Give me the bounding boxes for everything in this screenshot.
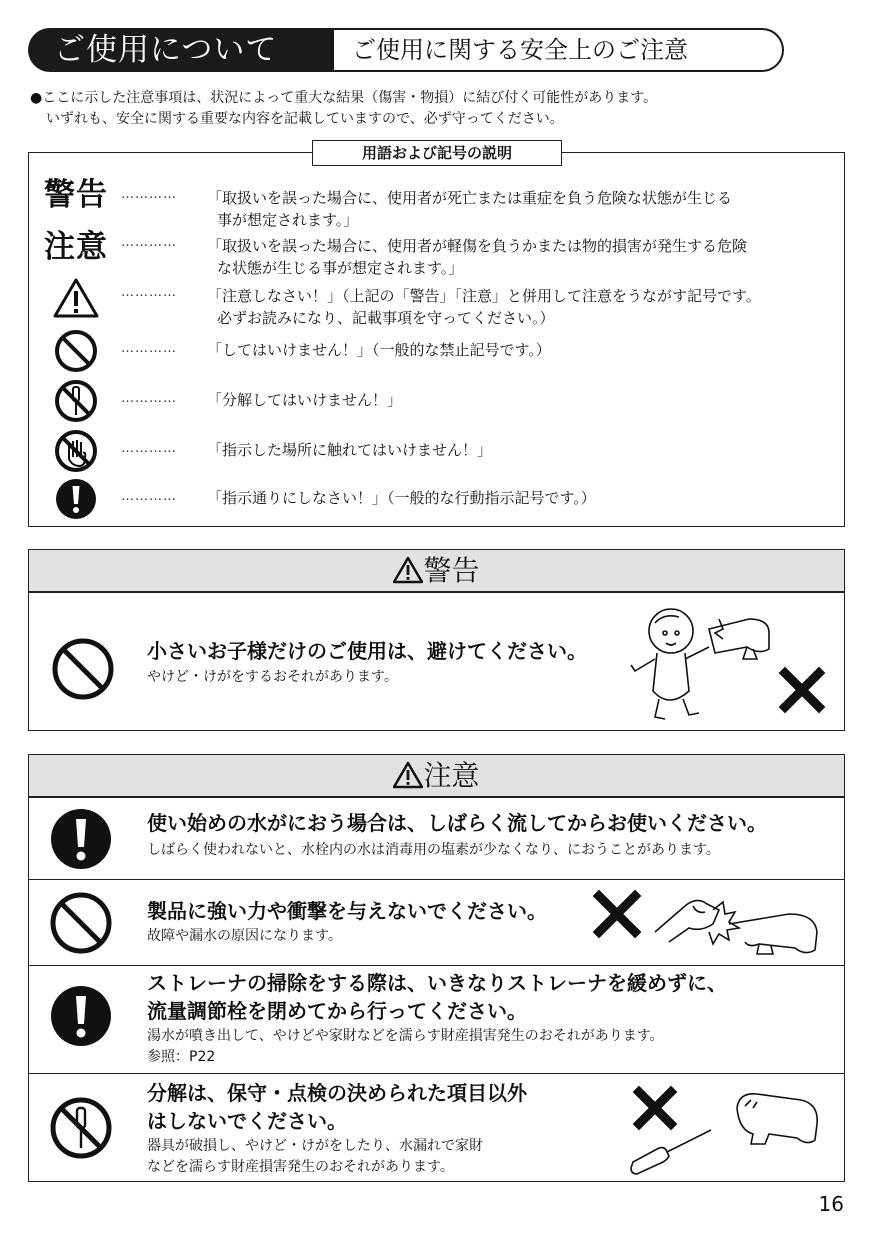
caution-item-reference: 参照：P22 [147,1049,216,1065]
caution-item-sub: しばらく使われないと、水栓内の水は消毒用の塩素が少なくなり、におうことがあります。 [147,842,720,858]
warning-item [29,592,844,730]
caution-item-sub: 湯水が噴き出して、やけどや家財などを濡らす財産損害発生のおそれがあります。 [147,1028,664,1044]
terms-box [28,152,845,527]
warning-triangle-icon [43,277,109,323]
page-title: ご使用に関する安全上のご注意 [334,28,784,72]
no-disassembly-icon [49,1096,113,1164]
caution-item-title: 分解は、保守・点検の決められた項目以外 [147,1081,527,1105]
warning-item-sub: やけど・けがをするおそれがあります。 [147,669,398,685]
term-description: 「指示通りにしなさい！」（一般的な行動指示記号です。） [207,489,596,507]
mandatory-action-icon [49,984,113,1052]
warning-triangle-icon [393,556,423,584]
term-description: 「注意しなさい！」（上記の「警告」「注意」と併用して注意をうながす記号です。 必ずお読みになり、記載事項を守ってください。） [207,287,761,327]
page-header [28,28,784,72]
leader-dots: ………… [121,341,177,356]
warning-triangle-icon [393,761,423,789]
caution-item [29,797,844,879]
prohibition-icon [49,891,113,959]
prohibition-icon [51,637,115,705]
term-caution-word: 注意 [44,229,108,265]
leader-dots: ………… [121,441,177,456]
caution-heading [29,755,844,797]
caution-item [29,1073,844,1181]
leader-dots: ………… [121,187,177,202]
intro-line-2: いずれも、安全に関する重要な内容を記載していますので、必ず守ってください。 [46,111,564,127]
warning-heading-text: 警告 [423,554,480,587]
leader-dots: ………… [121,235,177,250]
caution-item-sub-line2: などを濡らす財産損害発生のおそれがあります。 [147,1159,454,1175]
caution-item-title: 使い始めの水がにおう場合は、しばらく流してからお使いください。 [147,811,767,835]
leader-dots: ………… [121,489,177,504]
caution-item-title: 製品に強い力や衝撃を与えないでください。 [147,899,547,923]
leader-dots: ………… [121,285,177,300]
page-number: 16 [818,1192,844,1216]
mandatory-action-icon [43,477,109,525]
child-faucet-illustration [619,599,829,729]
caution-item-title: ストレーナの掃除をする際は、いきなりストレーナを緩めずに、 [147,971,727,995]
prohibition-icon [43,329,109,377]
screwdriver-faucet-illustration [619,1078,829,1178]
term-description: 「取扱いを誤った場合に、使用者が軽傷を負うかまたは物的損害が発生する危険 な状態が生じる事が想定されます。」 [207,237,748,277]
intro-line-1: ●ここに示した注意事項は、状況によって重大な結果（傷害・物損）に結び付く可能性があります。 [30,90,658,106]
caution-item-title-line2: はしないでください。 [147,1109,347,1133]
section-title: ご使用について [28,28,334,72]
caution-item [29,965,844,1073]
term-description: 「取扱いを誤った場合に、使用者が死亡または重症を負う危険な状態が生じる 事が想定されます。」 [207,189,733,229]
caution-item-sub: 故障や漏水の原因になります。 [147,928,342,944]
caution-heading-text: 注意 [423,759,480,792]
intro-text [30,88,657,130]
caution-section [28,754,845,1182]
caution-item [29,879,844,965]
term-warning-word: 警告 [44,177,108,213]
term-description: 「してはいけません！」（一般的な禁止記号です。） [207,341,551,359]
warning-item-title: 小さいお子様だけのご使用は、避けてください。 [147,639,587,663]
term-description: 「指示した場所に触れてはいけません！」 [207,441,493,459]
warning-section [28,549,845,731]
no-touch-icon [43,429,109,477]
no-disassembly-icon [43,379,109,427]
term-description: 「分解してはいけません！」 [207,391,403,409]
caution-item-title-line2: 流量調節栓を閉めてから行ってください。 [147,999,527,1023]
warning-heading [29,550,844,592]
mandatory-action-icon [49,807,113,875]
caution-item-sub: 器具が破損し、やけど・けがをしたり、水漏れで家財 [147,1138,483,1154]
leader-dots: ………… [121,391,177,406]
terms-title: 用語および記号の説明 [312,140,562,166]
hitting-faucet-illustration [589,884,829,962]
